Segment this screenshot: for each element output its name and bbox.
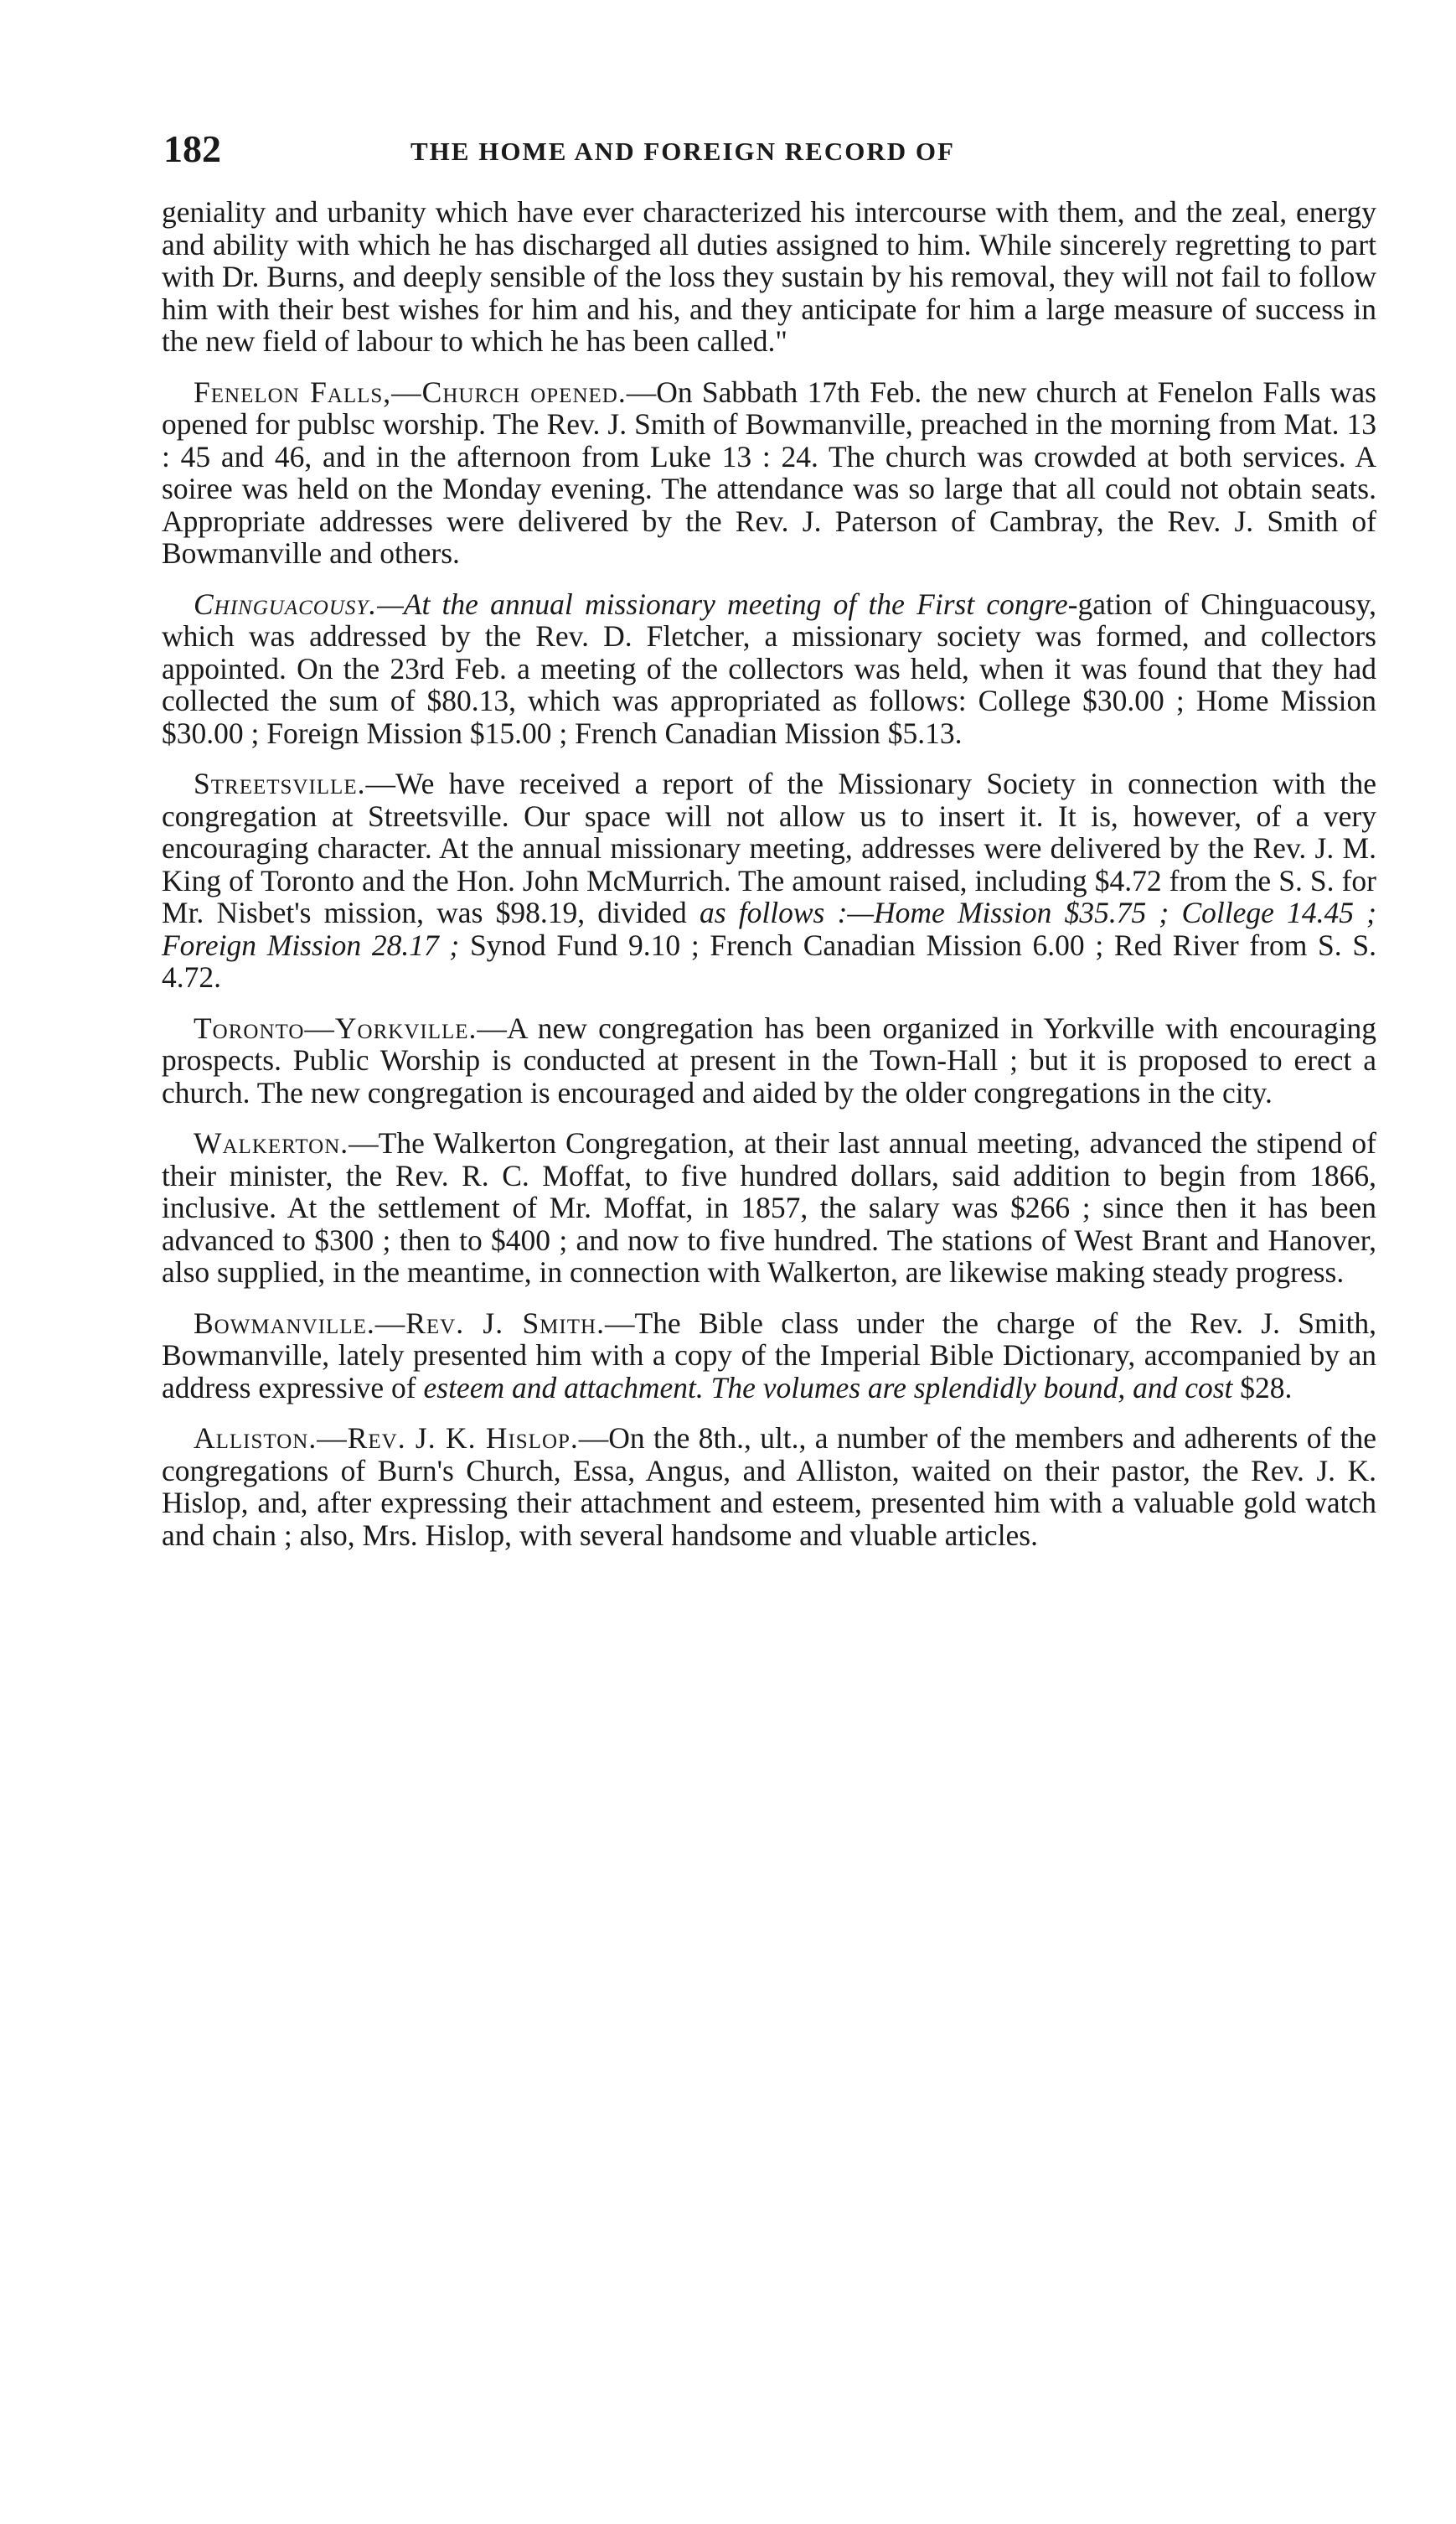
- news-item-toronto-yorkville: [162, 1012, 1376, 1109]
- paragraph-text: geniality and urbanity which have ever characterized his intercourse with them, and the zeal, energy and ability with which he has discharged all duties assigned to him. While sincerely regretting to part with Dr. Burns, and deeply sensible of the loss they sustain by his removal, they will not fail to follow him with their best wishes for him and his, and they anticipate for him a large measure of success in the new field of labour to which he has been called.": [162, 195, 1376, 358]
- news-item-chinguacousy: [162, 588, 1376, 750]
- item-text: —The Walkerton Congregation, at their last annual meeting, advanced the stipend of their minister, the Rev. R. C. Moffat, to five hundred dollars, said addition to begin from 1866, inclusive. At the settlement of Mr. Moffat, in 1857, the salary was $266 ; since then it has been advanced to $300 ; then to $400 ; and now to five hundred. The stations of West Brant and Hanover, also supplied, in the meantime, in connection with Walkerton, are likewise making steady progress.: [162, 1126, 1376, 1289]
- news-item-streetsville: [162, 768, 1376, 994]
- item-italic-text: as follows :—Home Mission $35.75 ; College 14.45 ; Foreign Mission 28.17 ;: [162, 896, 1376, 962]
- item-text: —The Bible class under the charge of the Rev. J. Smith, Bowmanville, lately presented him with a copy of the Imperial Bible Dictionary, accompanied by an address expressive of: [162, 1306, 1376, 1404]
- item-text: —We have received a report of the Missionary Society in connection with the congregation at Streetsville. Our space will not allow us to insert it. It is, however, of a very encouraging character. At the annual missionary meeting, addresses were delivered by the Rev. J. M. King of Toronto and the Hon. John McMurrich. The amount raised, including $4.72 from the S. S. for Mr. Nisbet's mission, was $98.19, divided: [162, 767, 1376, 929]
- news-item-bowmanville: [162, 1307, 1376, 1404]
- item-italic-text: esteem and attachment. The volumes are splendidly bound, and cost: [423, 1370, 1233, 1404]
- news-item-walkerton: [162, 1127, 1376, 1289]
- item-text: —On the 8th., ult., a number of the members and adherents of the congregations of Burn's Church, Essa, Angus, and Alliston, waited on their pastor, the Rev. J. K. Hislop, and, after expressing their attachment and esteem, presented him with a valuable gold watch and chain ; also, Mrs. Hislop, with several handsome and vluable articles.: [162, 1421, 1376, 1552]
- item-text-end: $28.: [1232, 1370, 1293, 1404]
- item-heading: Alliston.—Rev. J. K. Hislop.: [194, 1421, 579, 1455]
- item-heading: Walkerton.: [194, 1126, 349, 1160]
- body-text: [162, 196, 1376, 1570]
- item-text-end: Synod Fund 9.10 ; French Canadian Mission 6.00 ; Red River from S. S. 4.72.: [162, 928, 1376, 994]
- news-item-fenelon-falls: [162, 376, 1376, 570]
- item-heading: Bowmanville.—Rev. J. Smith.: [194, 1306, 605, 1340]
- item-heading: Fenelon Falls,—Church opened.: [194, 375, 627, 409]
- item-text: gation of Chinguacousy, which was addressed by the Rev. D. Fletcher, a missionary society was formed, and collectors appointed. On the 23rd Feb. a meeting of the collectors was held, when it was found that they had collected the sum of $80.13, which was appropriated as follows: College $30.00 ; Home Mission $30.00 ; Foreign Mission $15.00 ; French Canadian Mission $5.13.: [162, 587, 1376, 750]
- news-item-alliston: [162, 1422, 1376, 1551]
- page-number: 182: [163, 127, 221, 170]
- item-italic-text: —At the annual missionary meeting of the First congre-: [377, 587, 1078, 621]
- page-header: [163, 124, 1378, 174]
- paragraph-continuation: [162, 196, 1376, 358]
- item-heading: Streetsville.: [194, 767, 366, 800]
- item-text: —On Sabbath 17th Feb. the new church at Fenelon Falls was opened for publsc worship. The Rev. J. Smith of Bowmanville, preached in the morning from Mat. 13 : 45 and 46, and in the afternoon from Luke 13 : 24. The church was crowded at both services. A soiree was held on the Monday evening. The attendance was so large that all could not obtain seats. Appropriate addresses were delivered by the Rev. J. Paterson of Cambray, the Rev. J. Smith of Bowmanville and others.: [162, 375, 1376, 570]
- item-heading: Toronto—Yorkville.: [194, 1011, 478, 1045]
- running-title: THE HOME AND FOREIGN RECORD OF: [410, 137, 955, 166]
- item-heading: Chinguacousy.: [194, 587, 378, 621]
- item-text: —A new congregation has been organized in Yorkville with encouraging prospects. Public Worship is conducted at present in the Town-Hall ; but it is proposed to erect a church. The new congregation is encouraged and aided by the older congregations in the city.: [162, 1011, 1376, 1109]
